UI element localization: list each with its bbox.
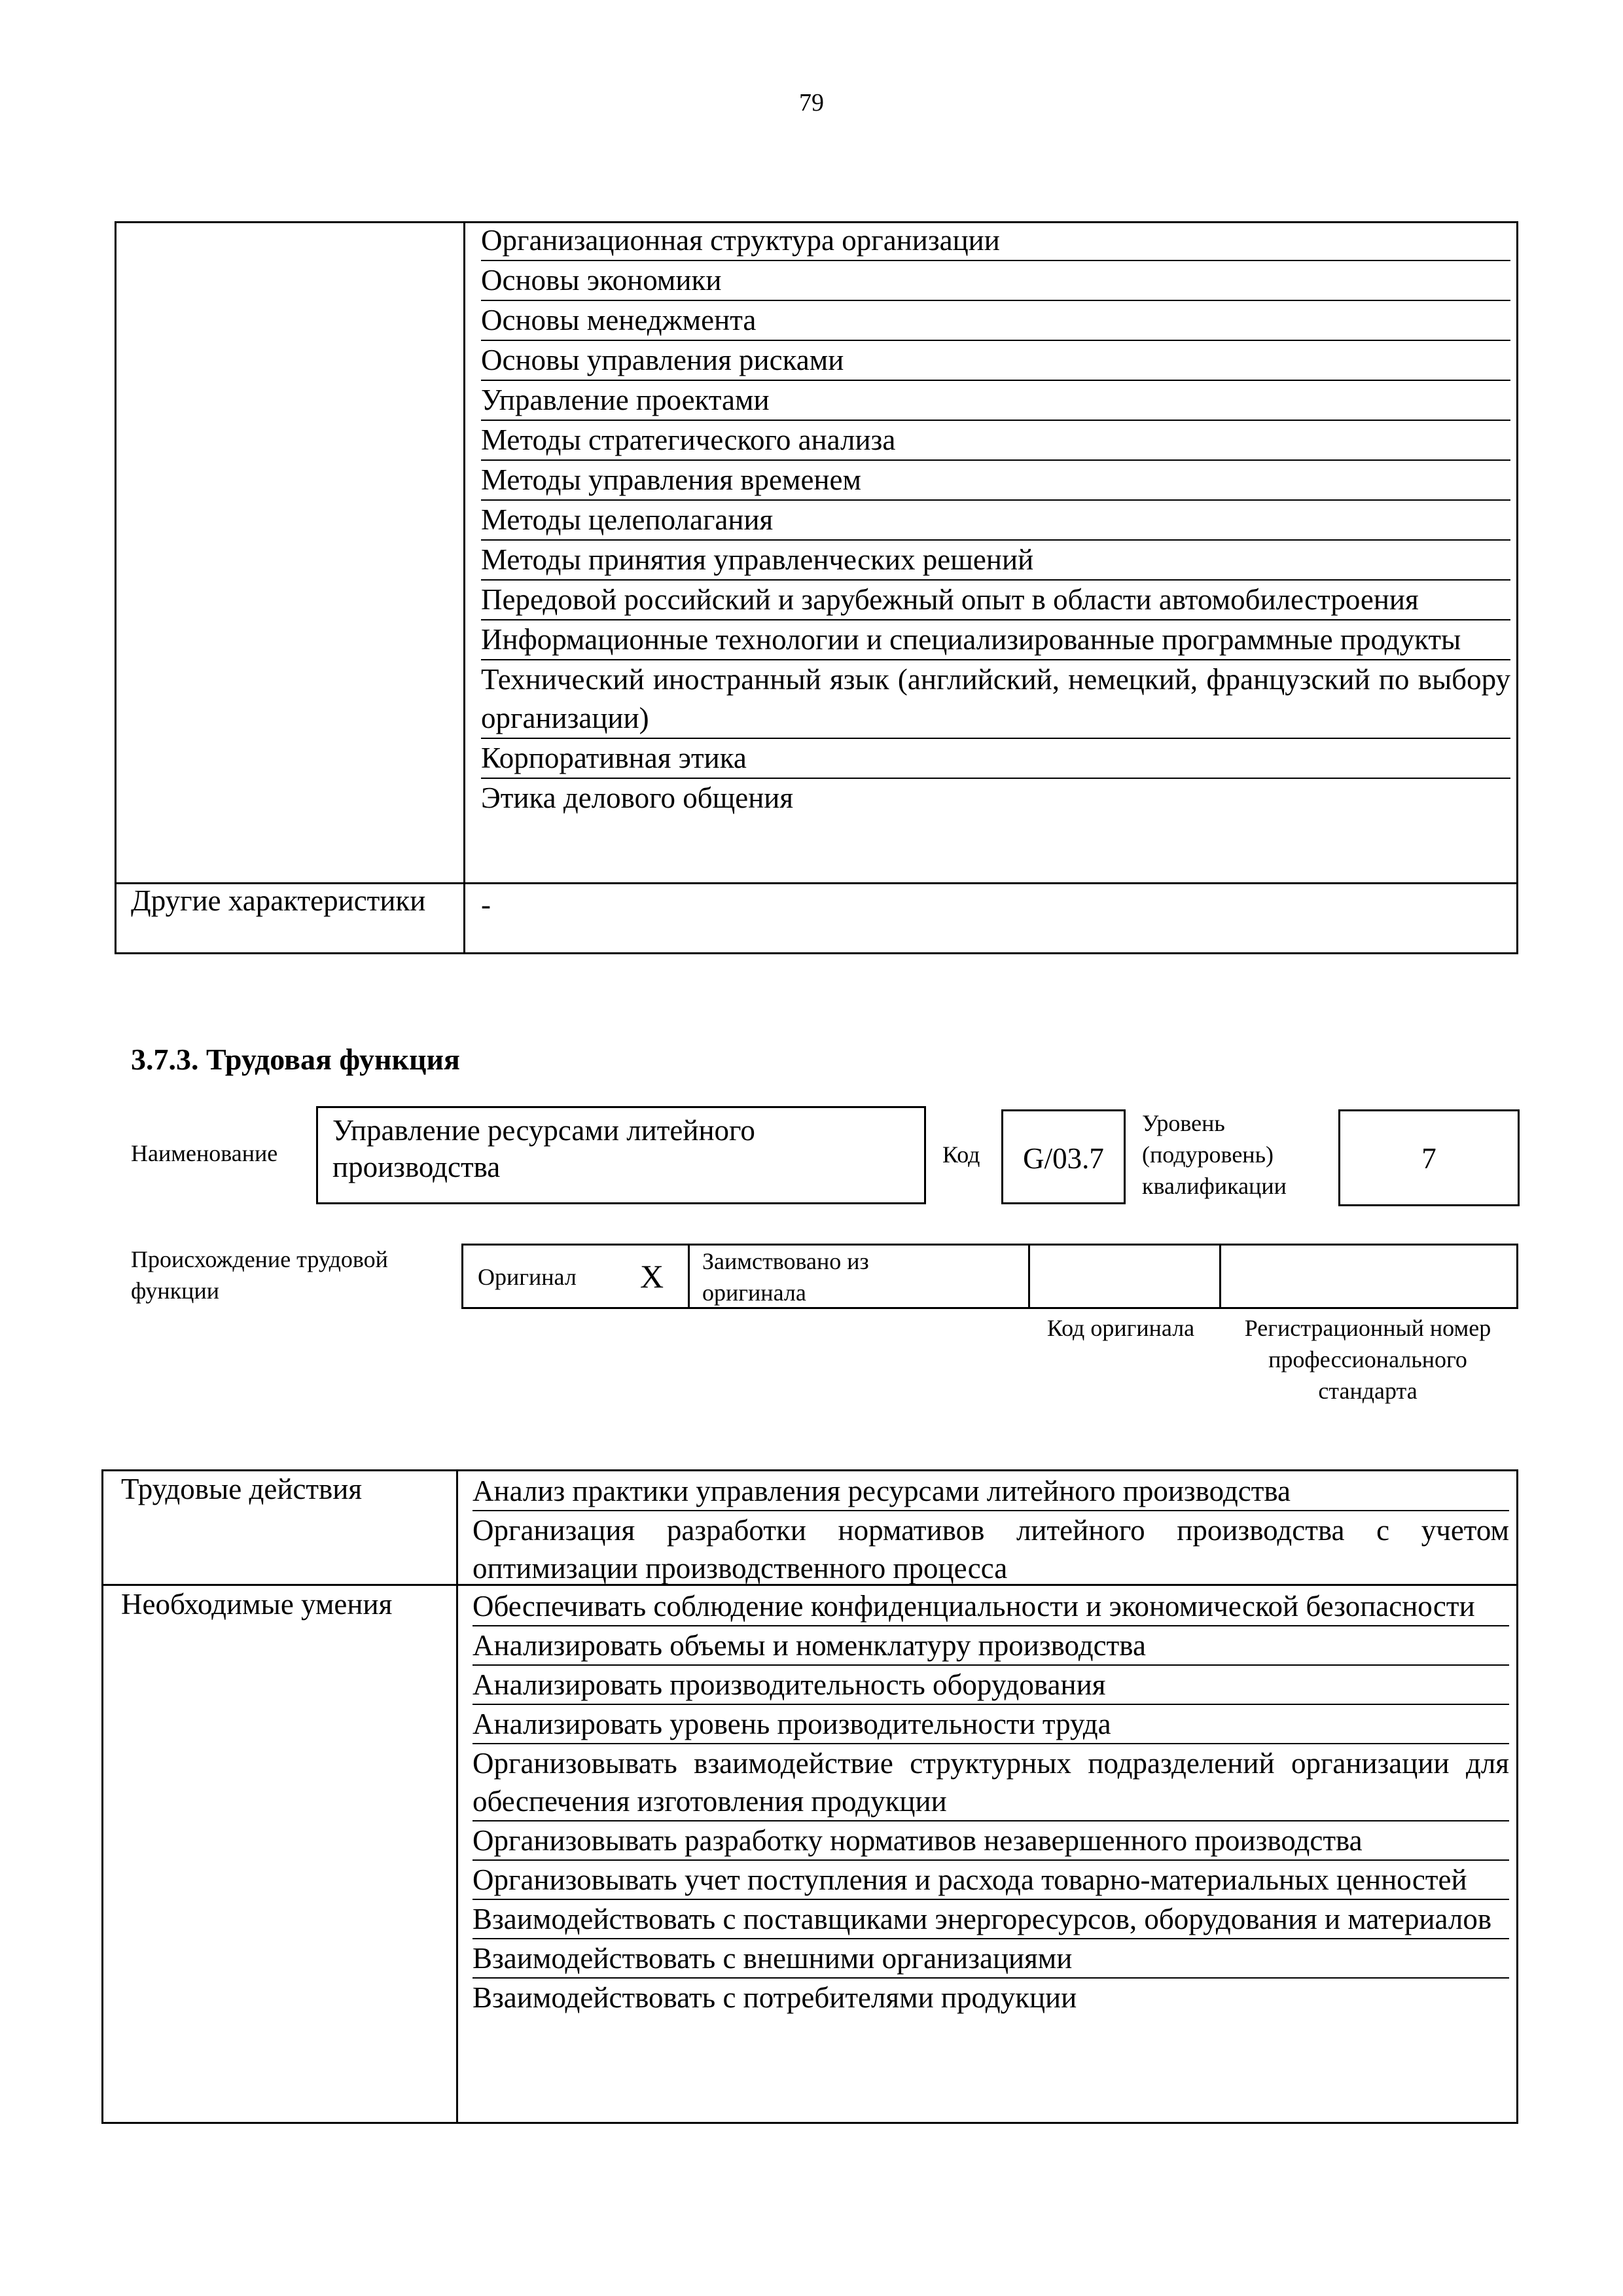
code-value: G/03.7 — [1023, 1142, 1104, 1175]
code-box — [1001, 1109, 1126, 1204]
list-item: Корпоративная этика — [481, 739, 1510, 779]
list-item: Организовывать разработку нормативов незавершенного производства — [473, 1821, 1509, 1861]
actions-list — [473, 1472, 1509, 1587]
work-table — [101, 1469, 1518, 2124]
level-label: Уровень (подуровень) квалификации — [1142, 1110, 1287, 1199]
list-item: Организация разработки нормативов литейного производства с учетом оптимизации производственного процесса — [473, 1514, 1509, 1585]
list-item: Этика делового общения — [481, 781, 794, 814]
list-item: Анализ практики управления ресурсами литейного производства — [473, 1472, 1509, 1511]
code-label: Код — [942, 1141, 980, 1168]
list-item: Основы экономики — [481, 261, 1510, 301]
other-characteristics-label: Другие характеристики — [131, 884, 426, 917]
list-item: Взаимодействовать с внешними организациями — [473, 1939, 1509, 1979]
list-item: Анализировать объемы и номенклатуру производства — [473, 1626, 1509, 1666]
borrowed-label: Заимствовано из оригинала — [702, 1248, 869, 1306]
original-mark: X — [640, 1258, 664, 1295]
list-item: Обеспечивать соблюдение конфиденциальности и экономической безопасности — [473, 1587, 1509, 1626]
list-item: Организовывать учет поступления и расхода товарно-материальных ценностей — [473, 1861, 1509, 1900]
list-item: Взаимодействовать с потребителями продукции — [473, 1981, 1077, 2014]
knowledge-list — [481, 221, 1510, 817]
skills-label: Необходимые умения — [121, 1588, 393, 1621]
list-item: Методы стратегического анализа — [481, 421, 1510, 461]
list-item: Технический иностранный язык (английский, немецкий, французский по выбору организации) — [481, 660, 1510, 739]
list-item: Управление проектами — [481, 381, 1510, 421]
list-item: Методы целеполагания — [481, 501, 1510, 541]
list-item: Взаимодействовать с поставщиками энергоресурсов, оборудования и материалов — [473, 1900, 1509, 1939]
level-value: 7 — [1421, 1142, 1436, 1175]
list-item: Анализировать производительность оборудования — [473, 1666, 1509, 1705]
column-divider — [463, 221, 465, 954]
original-label: Оригинал — [478, 1264, 577, 1290]
list-item: Методы управления временем — [481, 461, 1510, 501]
name-label: Наименование — [131, 1140, 278, 1166]
list-item: Анализировать уровень производительности труда — [473, 1705, 1509, 1744]
list-item: Организовывать взаимодействие структурных подразделений организации для обеспечения изготовления продукции — [473, 1744, 1509, 1821]
list-item: Информационные технологии и специализированные программные продукты — [481, 620, 1510, 660]
page-number: 79 — [799, 89, 824, 117]
level-box — [1338, 1109, 1520, 1206]
list-item: Передовой российский и зарубежный опыт в области автомобилестроения — [481, 581, 1510, 620]
list-item: Основы управления рисками — [481, 341, 1510, 381]
code-original-caption: Код оригинала — [1046, 1315, 1195, 1341]
name-box — [316, 1106, 926, 1204]
section-title: 3.7.3. Трудовая функция — [131, 1043, 460, 1076]
origin-label: Происхождение трудовой функции — [131, 1246, 388, 1304]
code-original-cell — [1028, 1246, 1221, 1307]
column-divider — [456, 1469, 458, 2124]
original-cell — [463, 1246, 690, 1307]
knowledge-table — [115, 221, 1518, 954]
actions-label: Трудовые действия — [121, 1473, 363, 1505]
skills-list — [473, 1587, 1509, 2017]
list-item: Организационная структура организации — [481, 221, 1510, 261]
list-item: Методы принятия управленческих решений — [481, 541, 1510, 581]
borrowed-cell — [688, 1246, 1030, 1307]
reg-number-caption: Регистрационный номер профессионального стандарта — [1244, 1315, 1491, 1404]
list-item: Основы менеджмента — [481, 301, 1510, 341]
name-value: Управление ресурсами литейного производства — [332, 1114, 755, 1183]
origin-table — [461, 1244, 1518, 1309]
other-characteristics-value: - — [481, 888, 491, 921]
